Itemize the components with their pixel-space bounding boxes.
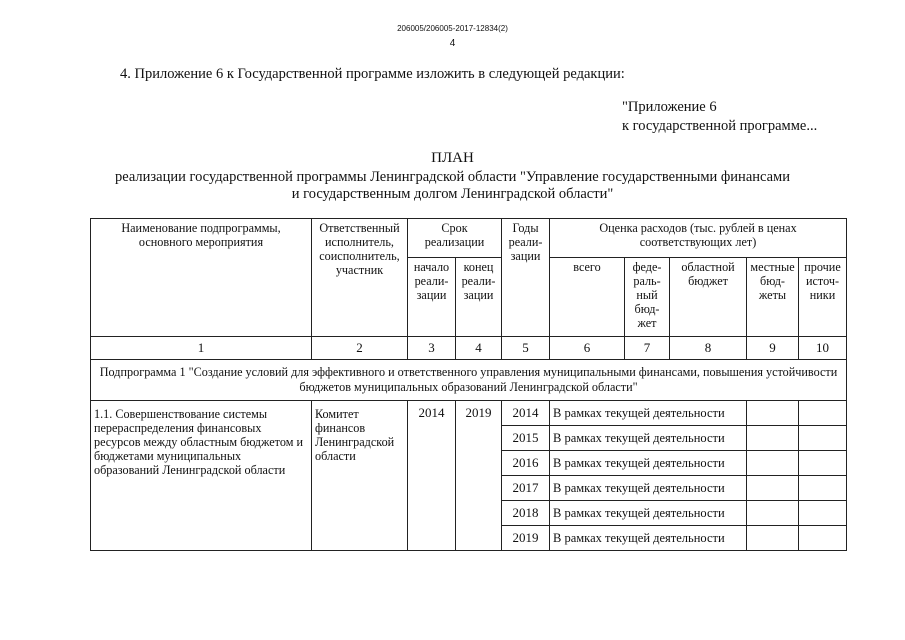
column-number: 10 — [799, 337, 847, 360]
year-cell: 2016 — [502, 451, 550, 476]
column-number: 9 — [747, 337, 799, 360]
empty-cell — [747, 451, 799, 476]
appendix-line-1: "Приложение 6 — [622, 99, 717, 115]
funding-note: В рамках текущей деятельности — [550, 501, 747, 526]
appendix-line-2: к государственной программе... — [622, 118, 818, 134]
column-number: 8 — [670, 337, 747, 360]
plan-title-line-2: и государственным долгом Ленинградской области" — [291, 186, 614, 202]
header-term-end: конец реали-зации — [456, 258, 502, 337]
column-number: 7 — [625, 337, 670, 360]
empty-cell — [799, 426, 847, 451]
subprogram-title: Подпрограмма 1 "Создание условий для эффективного и ответственного управления муниципальными финансами, повышения устойчивости бюджетов муниципальных образований Ленинградской области" — [91, 360, 847, 401]
year-cell: 2014 — [502, 401, 550, 426]
header-executor: Ответственный исполнитель, соисполнитель, участник — [312, 219, 408, 337]
empty-cell — [747, 401, 799, 426]
plan-table — [90, 218, 847, 551]
funding-note: В рамках текущей деятельности — [550, 401, 747, 426]
header-federal: феде-раль-ный бюд-жет — [625, 258, 670, 337]
header-other: прочие источ-ники — [799, 258, 847, 337]
header-costs: Оценка расходов (тыс. рублей в ценах соответствующих лет) — [550, 219, 847, 258]
column-number: 5 — [502, 337, 550, 360]
funding-note: В рамках текущей деятельности — [550, 476, 747, 501]
table-row — [91, 401, 847, 426]
empty-cell — [799, 451, 847, 476]
year-cell: 2015 — [502, 426, 550, 451]
funding-note: В рамках текущей деятельности — [550, 426, 747, 451]
column-number: 2 — [312, 337, 408, 360]
plan-title-line-1: реализации государственной программы Ленинградской области "Управление государственными финансами — [115, 169, 790, 185]
header-regional: областной бюджет — [670, 258, 747, 337]
plan-title — [0, 150, 905, 203]
header-term: Срок реализации — [408, 219, 502, 258]
empty-cell — [747, 426, 799, 451]
activity-executor: Комитет финансов Ленинградской области — [312, 401, 408, 551]
empty-cell — [799, 501, 847, 526]
empty-cell — [799, 476, 847, 501]
header-term-start: начало реали-зации — [408, 258, 456, 337]
document-id: 206005/206005-2017-12834(2) — [397, 24, 508, 33]
empty-cell — [747, 501, 799, 526]
funding-note: В рамках текущей деятельности — [550, 451, 747, 476]
subprogram-row — [91, 360, 847, 401]
column-number: 1 — [91, 337, 312, 360]
column-number-row — [91, 337, 847, 360]
page-number: 4 — [449, 38, 456, 49]
empty-cell — [799, 526, 847, 551]
header-years: Годы реали-зации — [502, 219, 550, 337]
header-local: местные бюд-жеты — [747, 258, 799, 337]
header-total: всего — [550, 258, 625, 337]
plan-word: ПЛАН — [431, 150, 474, 166]
header-row-1 — [91, 219, 847, 258]
funding-note: В рамках текущей деятельности — [550, 526, 747, 551]
year-cell: 2019 — [502, 526, 550, 551]
intro-paragraph: 4. Приложение 6 к Государственной программе изложить в следующей редакции: — [120, 66, 625, 82]
column-number: 6 — [550, 337, 625, 360]
empty-cell — [799, 401, 847, 426]
empty-cell — [747, 476, 799, 501]
column-number: 4 — [456, 337, 502, 360]
header-name: Наименование подпрограммы, основного мероприятия — [91, 219, 312, 337]
appendix-heading — [622, 98, 817, 136]
activity-start: 2014 — [408, 401, 456, 551]
activity-name: 1.1. Совершенствование системы перераспределения финансовых ресурсов между областным бюджетом и бюджетами муниципальных образований Ленинградской области — [91, 401, 312, 551]
column-number: 3 — [408, 337, 456, 360]
empty-cell — [747, 526, 799, 551]
year-cell: 2017 — [502, 476, 550, 501]
activity-end: 2019 — [456, 401, 502, 551]
year-cell: 2018 — [502, 501, 550, 526]
